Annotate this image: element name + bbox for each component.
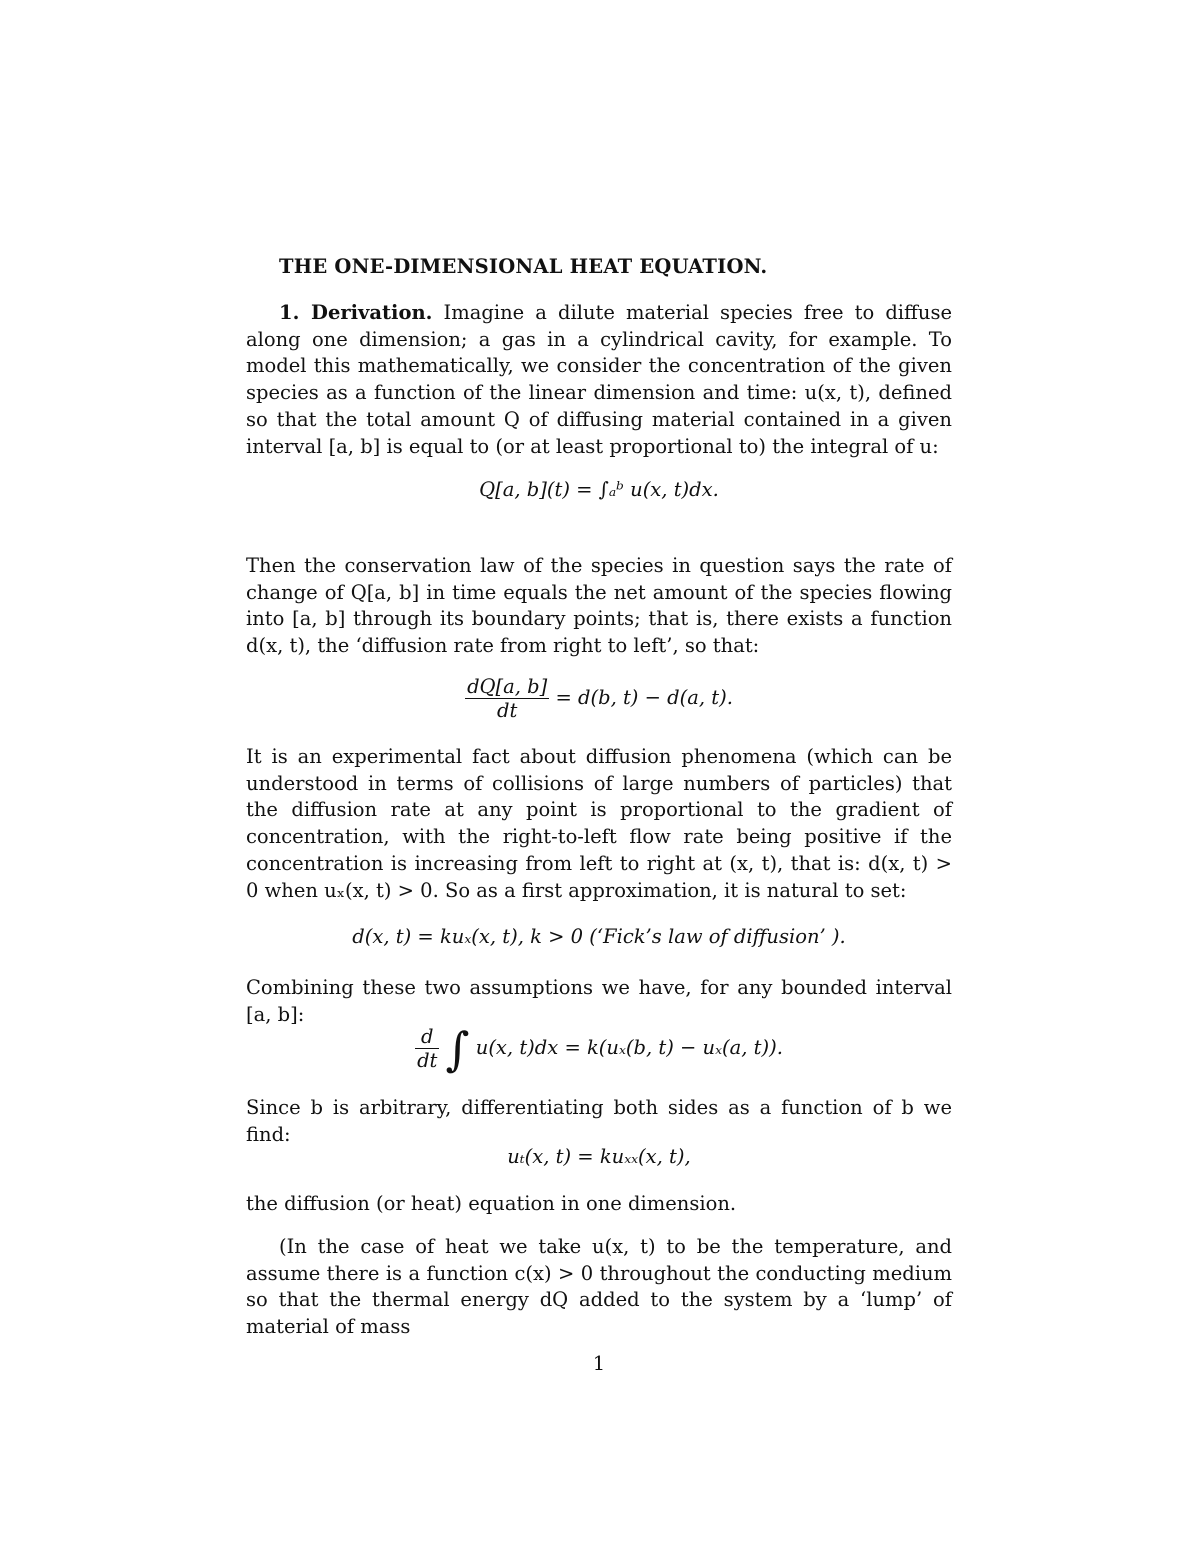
paragraph-5: Since b is arbitrary, differentiating both sides as a function of b we find:	[246, 1096, 952, 1146]
paragraph-6: the diffusion (or heat) equation in one dimension.	[246, 1192, 737, 1215]
paragraph-4: Combining these two assumptions we have, for any bounded interval [a, b]:	[246, 976, 952, 1026]
paragraph-3: It is an experimental fact about diffusion phenomena (which can be understood in terms of collisions of large numbers of particles) that the diffusion rate at any point is proportional to the gradient of concentration, with the right-to-left flow rate being positive if the concentration is increasing from left to right at (x, t), that is: d(x, t) > 0 when uₓ(x, t) > 0. So as a first approximation, it is natural to set:	[246, 745, 952, 902]
fraction-numerator: d	[415, 1025, 439, 1049]
equation-1-text: Q[a, b](t) = ∫ₐᵇ u(x, t)dx.	[479, 478, 719, 501]
equation-1	[246, 478, 952, 501]
fraction-denominator: dt	[497, 699, 518, 722]
paragraph-2: Then the conservation law of the species in question says the rate of change of Q[a, b] in time equals the net amount of the species flowing into [a, b] through its boundary points; that is, there exists a function d(x, t), the ‘diffusion rate from right to left’, so that:	[246, 554, 952, 658]
equation-4	[246, 1021, 952, 1076]
equation-3	[246, 925, 952, 948]
paragraph-1-text: Imagine a dilute material species free to diffuse along one dimension; a gas in a cylindrical cavity, for example. To model this mathematically, we consider the concentration of the given species as a function of the linear dimension and time: u(x, t), defined so that the total amount Q of diffusing material contained in a given interval [a, b] is equal to (or at least proportional to) the integral of u:	[246, 301, 953, 458]
paragraph-1	[246, 300, 952, 460]
equation-2-rhs: = d(b, t) − d(a, t).	[555, 686, 733, 709]
section-heading: 1. Derivation.	[279, 301, 433, 324]
equation-3-text: d(x, t) = kuₓ(x, t), k > 0 (‘Fick’s law of diffusion’ ).	[352, 925, 846, 948]
fraction-numerator: dQ[a, b]	[467, 675, 548, 698]
document-title: THE ONE-DIMENSIONAL HEAT EQUATION.	[279, 255, 768, 278]
fraction-d-dt	[415, 1025, 439, 1072]
page-number: 1	[592, 1352, 606, 1375]
equation-5	[246, 1145, 952, 1168]
fraction-denominator: dt	[417, 1049, 438, 1072]
equation-2	[246, 675, 952, 722]
fraction-dq-dt	[465, 675, 549, 722]
paragraph-7: (In the case of heat we take u(x, t) to be the temperature, and assume there is a function c(x) > 0 throughout the conducting medium so that the thermal energy dQ added to the system by a ‘lump’ of material of mass	[246, 1235, 952, 1339]
equation-5-text: uₜ(x, t) = kuₓₓ(x, t),	[507, 1145, 691, 1168]
equation-4-rhs: u(x, t)dx = k(uₓ(b, t) − uₓ(a, t)).	[475, 1036, 783, 1059]
integral-sign: ∫	[445, 1021, 470, 1076]
